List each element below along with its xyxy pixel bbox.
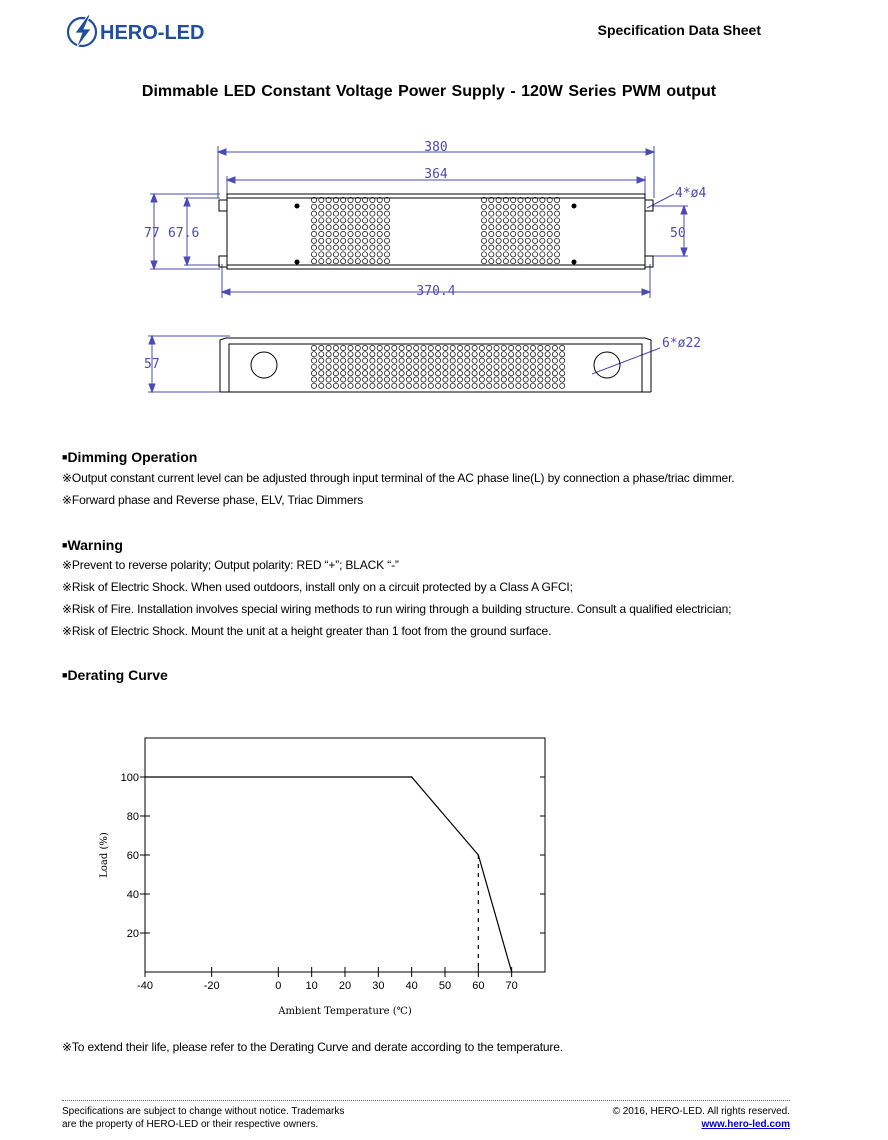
derating-chart xyxy=(90,730,570,1030)
x-tick-label: 60 xyxy=(472,980,485,992)
x-axis-label: Ambient Temperature (℃) xyxy=(278,1006,412,1017)
y-tick-label: 20 xyxy=(126,928,139,940)
logo-text: HERO-LED xyxy=(100,22,205,44)
dim-height: 57 xyxy=(144,357,160,372)
y-tick-label: 40 xyxy=(126,889,139,901)
x-tick-label: 20 xyxy=(338,980,352,992)
header-title: Specification Data Sheet xyxy=(597,22,761,38)
footer-left-line-2: are the property of HERO-LED or their respective owners. xyxy=(62,1119,319,1130)
ventilation-grid xyxy=(311,345,564,388)
y-tick-label: 80 xyxy=(126,811,139,823)
website-link[interactable]: www.hero-led.com xyxy=(701,1119,790,1130)
dim-tab: 50 xyxy=(670,226,686,241)
warning-line-3: ※Risk of Fire. Installation involves special wiring methods to run wiring through a building structure. Consult a qualified electrician; xyxy=(62,602,732,616)
footer-left xyxy=(62,1105,344,1131)
y-axis-label: Load (%) xyxy=(99,832,110,878)
mounting-screws xyxy=(295,204,577,265)
bullet-square-icon: ■ xyxy=(62,670,68,680)
warning-line-1: ※Prevent to reverse polarity; Output polarity: RED “+”; BLACK “-” xyxy=(62,558,399,572)
dim-mount-length: 370.4 xyxy=(416,284,456,299)
dimming-line-2: ※Forward phase and Reverse phase, ELV, Triac Dimmers xyxy=(62,493,364,507)
top-view-drawing xyxy=(140,138,740,300)
warning-heading: ■Warning xyxy=(62,537,123,553)
derating-note: ※To extend their life, please refer to the Derating Curve and derate according to the temperature. xyxy=(62,1040,563,1054)
derating-heading: ■Derating Curve xyxy=(62,667,168,683)
plot-frame xyxy=(145,738,545,972)
x-tick-label: 30 xyxy=(372,980,385,992)
dim-inner-length: 364 xyxy=(424,167,448,182)
side-view-drawing xyxy=(140,330,740,400)
footer-right xyxy=(613,1105,790,1131)
data-point xyxy=(144,776,146,778)
x-tick-label: -40 xyxy=(137,980,153,992)
knockout-hole xyxy=(251,352,277,378)
dimming-line-1: ※Output constant current level can be adjusted through input terminal of the AC phase line(L) by connection a phase/triac dimmer. xyxy=(62,471,735,485)
y-tick-label: 100 xyxy=(120,772,139,784)
x-tick-label: 0 xyxy=(275,980,282,992)
data-point xyxy=(511,971,513,973)
footer-divider xyxy=(62,1100,790,1101)
dim-width: 77 xyxy=(144,226,160,241)
knockouts-note: 6*ø22 xyxy=(662,336,702,351)
x-tick-label: 70 xyxy=(505,980,518,992)
bullet-square-icon: ■ xyxy=(62,540,68,550)
data-point xyxy=(411,776,413,778)
x-tick-label: 10 xyxy=(305,980,318,992)
holes-note: 4*ø4 xyxy=(675,186,707,201)
ventilation-grid xyxy=(311,197,389,263)
footer-copyright: © 2016, HERO-LED. All rights reserved. xyxy=(612,1106,790,1117)
document-title: Dimmable LED Constant Voltage Power Supply - 120W Series PWM output xyxy=(141,83,717,100)
warning-line-2: ※Risk of Electric Shock. When used outdoors, install only on a circuit protected by a Class A GFCI; xyxy=(62,580,573,594)
derating-series-line xyxy=(145,777,512,972)
bullet-square-icon: ■ xyxy=(62,452,68,462)
x-tick-label: -20 xyxy=(203,980,220,992)
x-tick-label: 50 xyxy=(438,980,452,992)
dim-inner-width: 67.6 xyxy=(168,226,200,241)
dimming-heading: ■Dimming Operation xyxy=(62,449,198,465)
dim-total-length: 380 xyxy=(424,140,448,155)
hero-led-logo xyxy=(66,12,236,52)
y-tick-label: 60 xyxy=(126,850,139,862)
x-tick-label: 40 xyxy=(405,980,418,992)
warning-line-4: ※Risk of Electric Shock. Mount the unit at a height greater than 1 foot from the ground surface. xyxy=(62,624,552,638)
footer-left-line-1: Specifications are subject to change without notice. Trademarks xyxy=(62,1106,345,1117)
ventilation-grid xyxy=(481,197,559,263)
